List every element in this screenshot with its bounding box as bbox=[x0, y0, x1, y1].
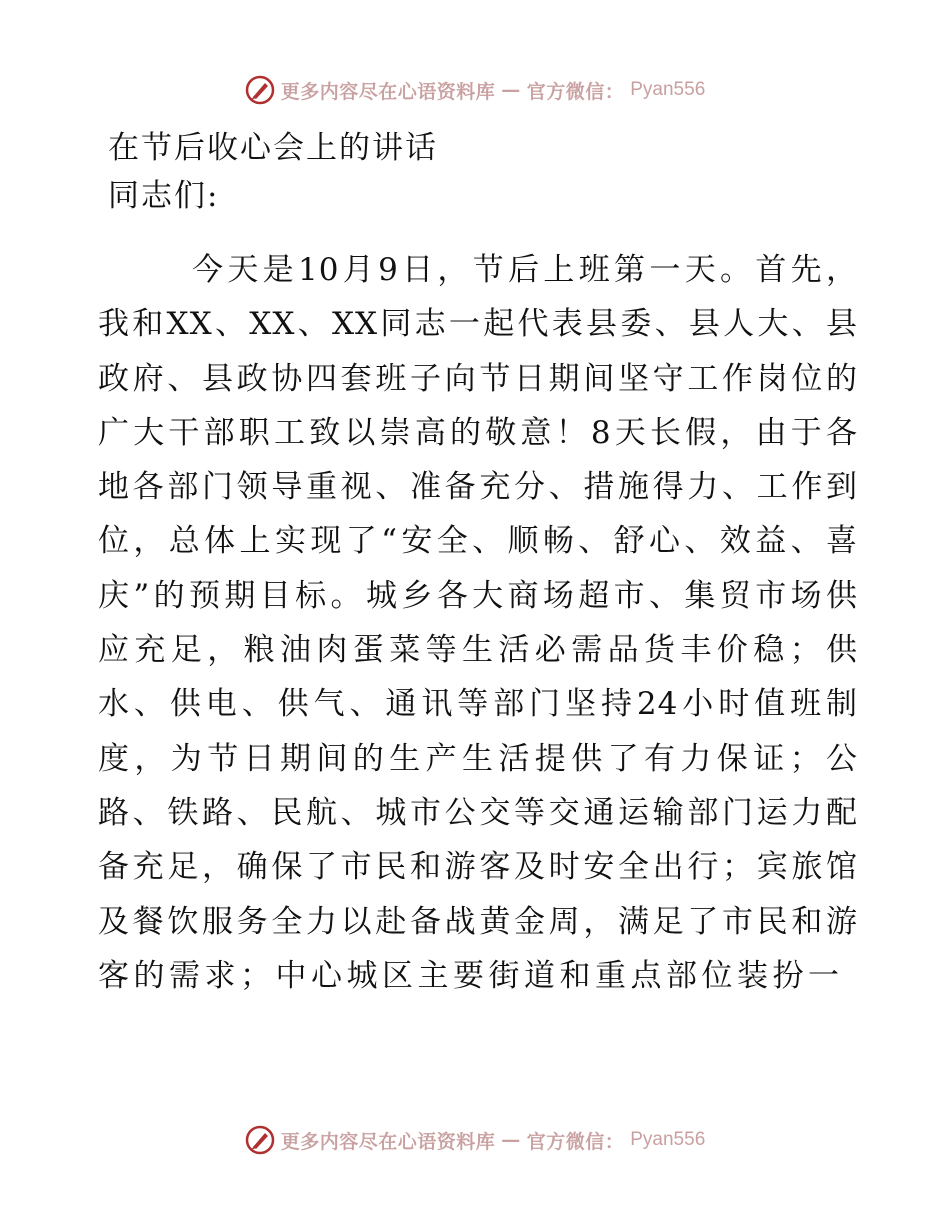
quill-pen-logo-icon bbox=[245, 75, 275, 105]
body-line-1: 今天是10月9日，节后上班第一天。首先， bbox=[192, 252, 858, 288]
footer-watermark bbox=[0, 1120, 950, 1160]
body-line-14: 客的需求；中心城区主要街道和重点部位装扮一 bbox=[98, 957, 844, 994]
body-line-2: 我和XX、XX、XX同志一起代表县委、县人大、县 bbox=[98, 306, 858, 343]
watermark-dash: — bbox=[501, 79, 521, 101]
body-line-3: 政府、县政协四套班子向节日期间坚守工作岗位的 bbox=[98, 360, 858, 397]
document-title: 在节后收心会上的讲话 bbox=[108, 130, 438, 166]
watermark-brand: 更多内容尽在心语资料库 bbox=[280, 80, 496, 103]
body-line-9: 水、供电、供气、通讯等部门坚持24小时值班制 bbox=[98, 686, 858, 723]
body-line-8: 应充足，粮油肉蛋菜等生活必需品货丰价稳；供 bbox=[98, 632, 858, 669]
body-line-4: 广大干部职工致以崇高的敬意！8天长假，由于各 bbox=[98, 414, 858, 451]
body-line-10: 度，为节日期间的生产生活提供了有力保证；公 bbox=[98, 740, 858, 777]
body-line-13: 及餐饮服务全力以赴备战黄金周，满足了市民和游 bbox=[98, 903, 858, 940]
watermark-wechat-id: Pyan556 bbox=[630, 1129, 706, 1150]
watermark-official-label: 官方微信： bbox=[526, 80, 625, 103]
watermark-official-label: 官方微信： bbox=[526, 1130, 625, 1153]
header-watermark bbox=[0, 70, 950, 110]
body-line-12: 备充足，确保了市民和游客及时安全出行；宾旅馆 bbox=[98, 849, 858, 886]
watermark-wechat-id: Pyan556 bbox=[630, 79, 706, 100]
body-paragraph bbox=[98, 243, 858, 1003]
watermark-dash: — bbox=[501, 1129, 521, 1151]
quill-pen-logo-icon bbox=[245, 1125, 275, 1155]
body-line-11: 路、铁路、民航、城市公交等交通运输部门运力配 bbox=[98, 794, 858, 831]
body-line-5: 地各部门领导重视、准备充分、措施得力、工作到 bbox=[98, 469, 858, 506]
body-line-7: 庆”的预期目标。城乡各大商场超市、集贸市场供 bbox=[98, 577, 858, 614]
watermark-brand: 更多内容尽在心语资料库 bbox=[280, 1130, 496, 1153]
salutation: 同志们: bbox=[108, 178, 220, 214]
body-line-6: 位，总体上实现了“安全、顺畅、舒心、效益、喜 bbox=[98, 523, 858, 560]
